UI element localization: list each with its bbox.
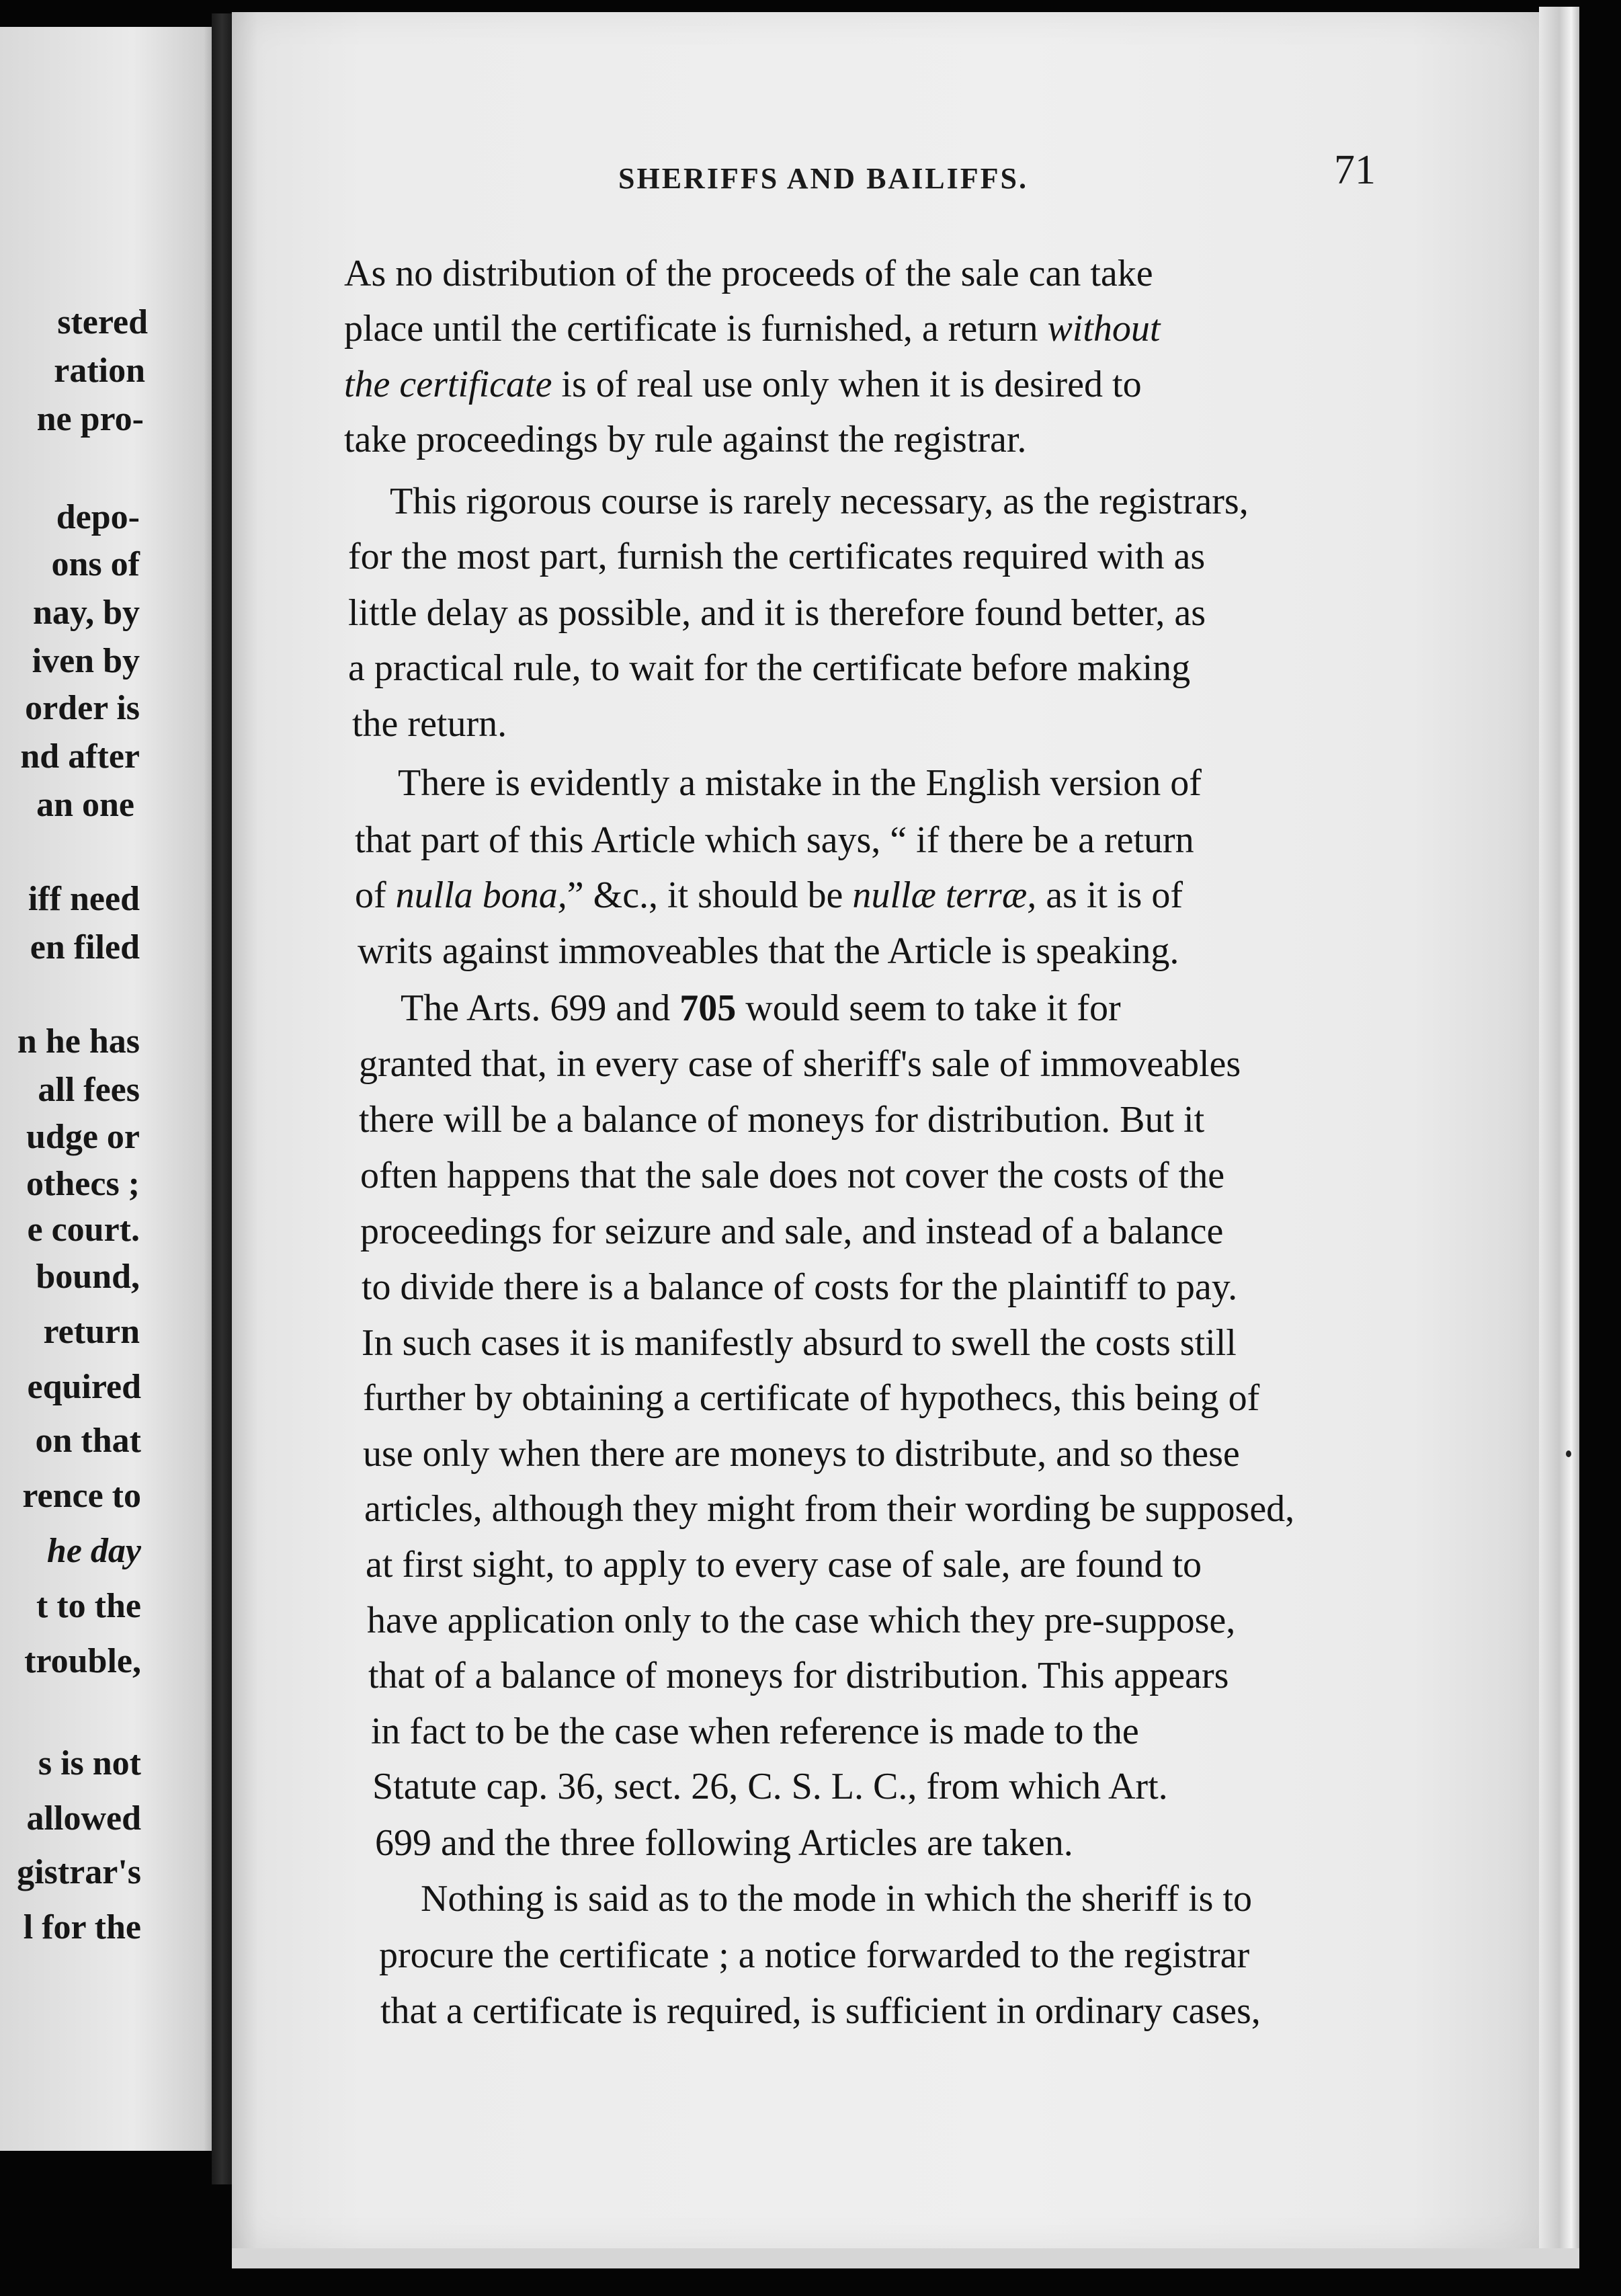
text-line: take proceedings by rule against the registrar. <box>344 419 1027 460</box>
facing-page-line: an one <box>36 786 134 824</box>
facing-page-line: othecs ; <box>26 1165 140 1203</box>
text-line: Statute cap. 36, sect. 26, C. S. L. C., from which Art. <box>372 1766 1168 1807</box>
italic-phrase: the certificate <box>344 364 552 405</box>
facing-page-line: l for the <box>23 1908 141 1946</box>
facing-page-line: e court. <box>27 1211 140 1249</box>
text-line: often happens that the sale does not cover the costs of the <box>360 1155 1225 1196</box>
text-line: little delay as possible, and it is therefore found better, as <box>348 592 1206 634</box>
text-line: for the most part, furnish the certificates required with as <box>348 536 1206 577</box>
text-line: writs against immoveables that the Article is speaking. <box>358 930 1179 972</box>
facing-page-line: s is not <box>38 1744 141 1782</box>
text-line: place until the certificate is furnished, a return without <box>344 308 1161 350</box>
text-line: granted that, in every case of sheriff's sale of immoveables <box>359 1043 1241 1085</box>
facing-page <box>0 27 222 2151</box>
ink-speck <box>1566 1450 1571 1457</box>
facing-page-line: iven by <box>32 642 140 680</box>
facing-page-line: ne pro- <box>36 400 144 438</box>
text-line: a practical rule, to wait for the certificate before making <box>348 647 1191 689</box>
facing-page-line: ons of <box>51 545 140 583</box>
text-line: that part of this Article which says, “ if there be a return <box>355 819 1194 861</box>
text-line: In such cases it is manifestly absurd to swell the costs still <box>362 1322 1237 1364</box>
facing-page-line: order is <box>25 689 140 727</box>
page-bottom-edge <box>232 2248 1579 2268</box>
facing-page-line: rence to <box>22 1477 141 1515</box>
text-line: further by obtaining a certificate of hypothecs, this being of <box>363 1377 1260 1419</box>
facing-page-line: stered <box>57 303 148 341</box>
bold-number: 705 <box>679 987 737 1029</box>
facing-page-line: trouble, <box>24 1642 141 1680</box>
facing-page-line: allowed <box>26 1799 141 1838</box>
facing-page-line: nay, by <box>33 593 140 632</box>
facing-page-line: equired <box>27 1368 141 1406</box>
facing-page-line: on that <box>35 1422 141 1460</box>
text-line: There is evidently a mistake in the English version of <box>398 762 1202 804</box>
text-line: in fact to be the case when reference is made to the <box>371 1711 1139 1752</box>
text-line: at first sight, to apply to every case of sale, are found to <box>366 1544 1202 1586</box>
facing-page-line: iff need <box>28 880 140 918</box>
text-line: there will be a balance of moneys for distribution. But it <box>359 1099 1205 1141</box>
text-line: proceedings for seizure and sale, and instead of a balance <box>360 1211 1224 1252</box>
text-line: that of a balance of moneys for distribution. This appears <box>368 1655 1229 1696</box>
facing-page-line: en filed <box>30 928 140 967</box>
facing-page-line: bound, <box>36 1258 140 1296</box>
page-number: 71 <box>1334 147 1376 193</box>
text-line: 699 and the three following Articles are taken. <box>375 1822 1073 1864</box>
text-line: Nothing is said as to the mode in which the sheriff is to <box>421 1878 1253 1920</box>
text-line: the certificate is of real use only when it is desired to <box>344 364 1142 405</box>
text-line: use only when there are moneys to distribute, and so these <box>363 1433 1240 1475</box>
text-line: to divide there is a balance of costs for the plaintiff to pay. <box>362 1266 1238 1308</box>
facing-page-line: gistrar's <box>17 1853 141 1891</box>
text-line: that a certificate is required, is sufficient in ordinary cases, <box>380 1990 1261 2032</box>
running-head: SHERIFFS AND BAILIFFS. <box>618 162 1029 195</box>
italic-phrase: nullæ terræ, <box>852 874 1037 916</box>
text-line: This rigorous course is rarely necessary, as the registrars, <box>390 481 1249 522</box>
text-line: articles, although they might from their wording be supposed, <box>364 1488 1295 1530</box>
facing-page-line: nd after <box>20 737 140 776</box>
text-line: have application only to the case which they pre-suppose, <box>367 1600 1236 1641</box>
facing-page-line: n he has <box>17 1022 140 1061</box>
facing-page-line: depo- <box>56 498 140 536</box>
facing-page-line: udge or <box>26 1118 140 1156</box>
text-line: the return. <box>352 703 507 745</box>
italic-phrase: without <box>1047 308 1161 350</box>
facing-page-line: ration <box>54 352 145 390</box>
page-edge <box>1539 7 1579 2258</box>
facing-page-line: all fees <box>38 1071 140 1109</box>
italic-phrase: nulla bona, <box>395 874 567 916</box>
text-line: As no distribution of the proceeds of the sale can take <box>344 253 1153 294</box>
text-line: The Arts. 699 and 705 would seem to take it for <box>401 987 1121 1029</box>
facing-page-line: he day <box>46 1532 141 1570</box>
facing-page-line: t to the <box>36 1587 141 1625</box>
text-line: procure the certificate ; a notice forwarded to the registrar <box>379 1934 1250 1976</box>
facing-page-line: return <box>43 1313 140 1351</box>
text-line: of nulla bona,” &c., it should be nullæ terræ, as it is of <box>355 874 1183 916</box>
